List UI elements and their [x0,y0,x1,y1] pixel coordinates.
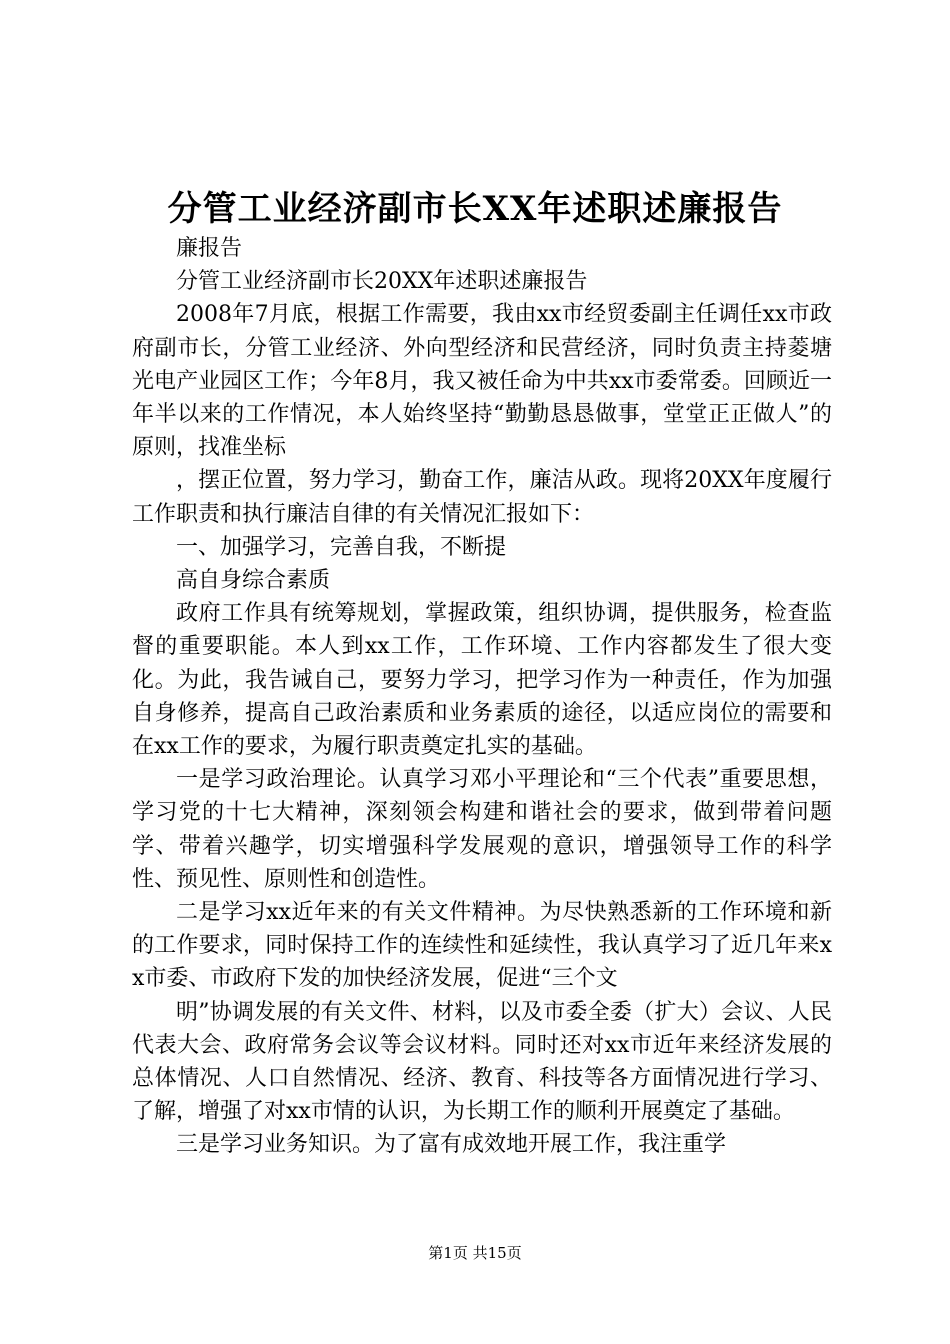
paragraph: ，摆正位置，努力学习，勤奋工作，廉洁从政。现将20XX年度履行工作职责和执行廉洁自律的有关情况汇报如下： [132,468,832,527]
paragraph: 三是学习业务知识。为了富有成效地开展工作，我注重学 [176,1132,727,1158]
paragraph: 2008年7月底，根据工作需要，我由xx市经贸委副主任调任xx市政府副市长，分管工业经济、外向型经济和民营经济，同时负责主持菱塘光电产业园区工作；今年8月，我又被任命为中共xx市委常委。回顾近一年半以来的工作情况，本人始终坚持“勤勤恳恳做事，堂堂正正做人”的原则，找准坐标 [132,302,832,461]
section-heading: 高自身综合素质 [176,568,331,594]
document-body [132,232,832,1162]
document-title: 分管工业经济副市长XX年述职述廉报告 [167,189,783,229]
paragraph: 廉报告 [176,236,243,261]
paragraph: 分管工业经济副市长20XX年述职述廉报告 [176,269,588,295]
paragraph: 政府工作具有统筹规划，掌握政策，组织协调，提供服务，检查监督的重要职能。本人到xx工作，工作环境、工作内容都发生了很大变化。为此，我告诫自己，要努力学习，把学习作为一种责任，作为加强自身修养，提高自己政治素质和业务素质的途径，以适应岗位的需要和在xx工作的要求，为履行职责奠定扎实的基础。 [132,601,832,760]
paragraph: 二是学习xx近年来的有关文件精神。为尽快熟悉新的工作环境和新的工作要求，同时保持工作的连续性和延续性，我认真学习了近几年来xx市委、市政府下发的加快经济发展，促进“三个文 [132,900,832,992]
section-heading: 一、加强学习，完善自我，不断提 [176,534,507,560]
paragraph: 一是学习政治理论。认真学习邓小平理论和“三个代表”重要思想，学习党的十七大精神，深刻领会构建和谐社会的要求，做到带着问题学、带着兴趣学，切实增强科学发展观的意识，增强领导工作的科学性、预见性、原则性和创造性。 [132,767,832,892]
page-number: 第1页 共15页 [428,1244,522,1262]
paragraph: 明”协调发展的有关文件、材料，以及市委全委（扩大）会议、人民代表大会、政府常务会议等会议材料。同时还对xx市近年来经济发展的总体情况、人口自然情况、经济、教育、科技等各方面情况进行学习、了解，增强了对xx市情的认识，为长期工作的顺利开展奠定了基础。 [132,999,832,1125]
